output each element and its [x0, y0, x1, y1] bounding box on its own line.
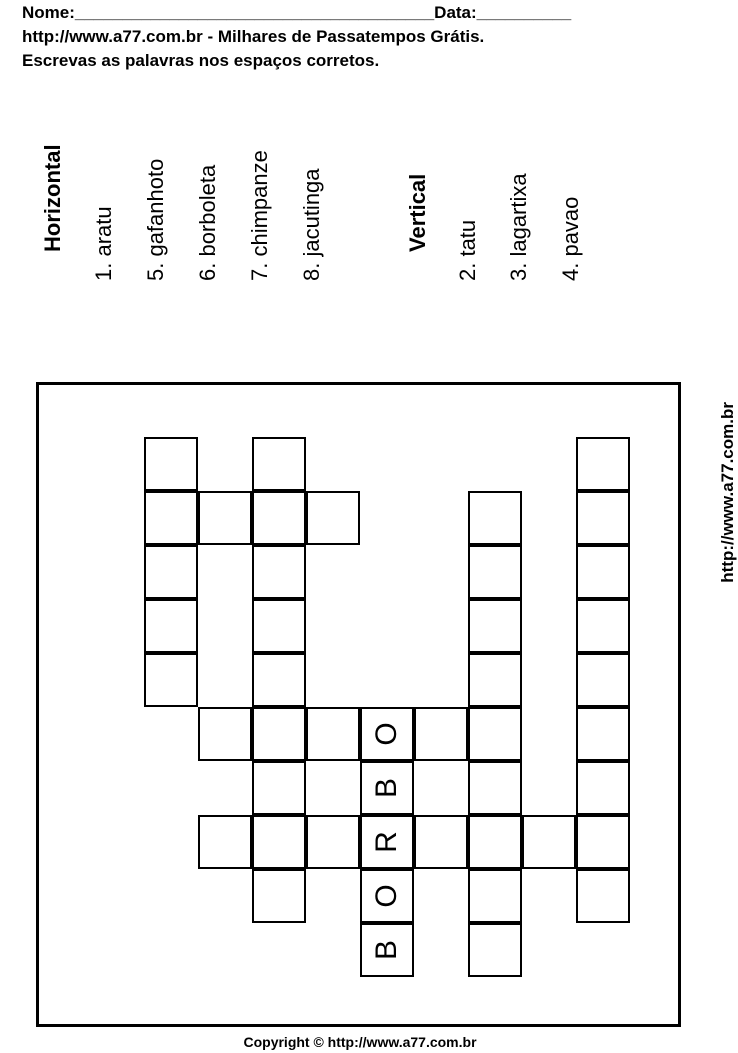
grid-cell[interactable]	[144, 653, 198, 707]
horizontal-clue: 6. borboleta	[195, 164, 220, 281]
grid-cell[interactable]	[306, 707, 360, 761]
grid-cell[interactable]	[198, 707, 252, 761]
grid-letter: O	[370, 884, 403, 908]
horizontal-clue: 5. gafanhoto	[143, 158, 168, 281]
grid-cell[interactable]	[360, 707, 414, 761]
grid-cell[interactable]	[576, 815, 630, 869]
grid-cell[interactable]	[468, 545, 522, 599]
grid-cell[interactable]	[468, 869, 522, 923]
grid-cell[interactable]	[306, 815, 360, 869]
horizontal-clue: 7. chimpanze	[247, 150, 272, 281]
grid-cell[interactable]	[576, 761, 630, 815]
grid-letter: B	[370, 939, 403, 961]
vertical-clue: 3. lagartixa	[506, 173, 531, 281]
side-url: http://www.a77.com.br	[718, 402, 737, 583]
grid-cell[interactable]	[252, 815, 306, 869]
grid-letter: R	[370, 831, 403, 853]
grid-cell[interactable]	[144, 545, 198, 599]
copyright: Copyright © http://www.a77.com.br	[243, 1034, 477, 1050]
grid-cell[interactable]	[252, 599, 306, 653]
horizontal-title: Horizontal	[40, 144, 65, 252]
grid-cell[interactable]	[252, 869, 306, 923]
site-tagline: http://www.a77.com.br - Milhares de Passatempos Grátis.	[22, 27, 485, 46]
grid-cell[interactable]	[360, 869, 414, 923]
grid-cell[interactable]	[306, 491, 360, 545]
instructions: Escrevas as palavras nos espaços corretos.	[22, 51, 380, 70]
horizontal-clue: 8. jacutinga	[299, 168, 324, 281]
grid-cell[interactable]	[468, 653, 522, 707]
grid-cell[interactable]	[144, 491, 198, 545]
name-date-line: Nome:______________________________________Data:__________	[22, 3, 572, 22]
grid-cell[interactable]	[144, 437, 198, 491]
grid-cell[interactable]	[252, 707, 306, 761]
grid-cell[interactable]	[252, 491, 306, 545]
grid-letter: O	[370, 722, 403, 746]
grid-cell[interactable]	[468, 923, 522, 977]
vertical-title: Vertical	[405, 173, 430, 252]
grid-cell[interactable]	[468, 815, 522, 869]
grid-cell[interactable]	[144, 599, 198, 653]
grid-cell[interactable]	[468, 491, 522, 545]
grid-cell[interactable]	[414, 707, 468, 761]
grid-cell[interactable]	[198, 491, 252, 545]
grid-cell[interactable]	[576, 869, 630, 923]
grid-cell[interactable]	[576, 545, 630, 599]
grid-cell[interactable]	[468, 761, 522, 815]
vertical-clue: 4. pavao	[558, 196, 583, 281]
vertical-clue: 2. tatu	[455, 219, 480, 281]
grid-cell[interactable]	[252, 653, 306, 707]
grid-cell[interactable]	[360, 923, 414, 977]
grid-cell[interactable]	[576, 437, 630, 491]
grid-cell[interactable]	[576, 653, 630, 707]
grid-cell[interactable]	[360, 761, 414, 815]
horizontal-clue: 1. aratu	[91, 206, 116, 281]
grid-letter: B	[370, 777, 403, 799]
grid-cell[interactable]	[198, 815, 252, 869]
grid-cell[interactable]	[468, 599, 522, 653]
grid-cell[interactable]	[252, 545, 306, 599]
grid-cell[interactable]	[414, 815, 468, 869]
grid-cell[interactable]	[252, 761, 306, 815]
grid-cell[interactable]	[252, 437, 306, 491]
grid-cell[interactable]	[522, 815, 576, 869]
grid-cell[interactable]	[360, 815, 414, 869]
grid-cell[interactable]	[576, 707, 630, 761]
grid-cell[interactable]	[576, 491, 630, 545]
grid-cell[interactable]	[468, 707, 522, 761]
grid-cell[interactable]	[576, 599, 630, 653]
